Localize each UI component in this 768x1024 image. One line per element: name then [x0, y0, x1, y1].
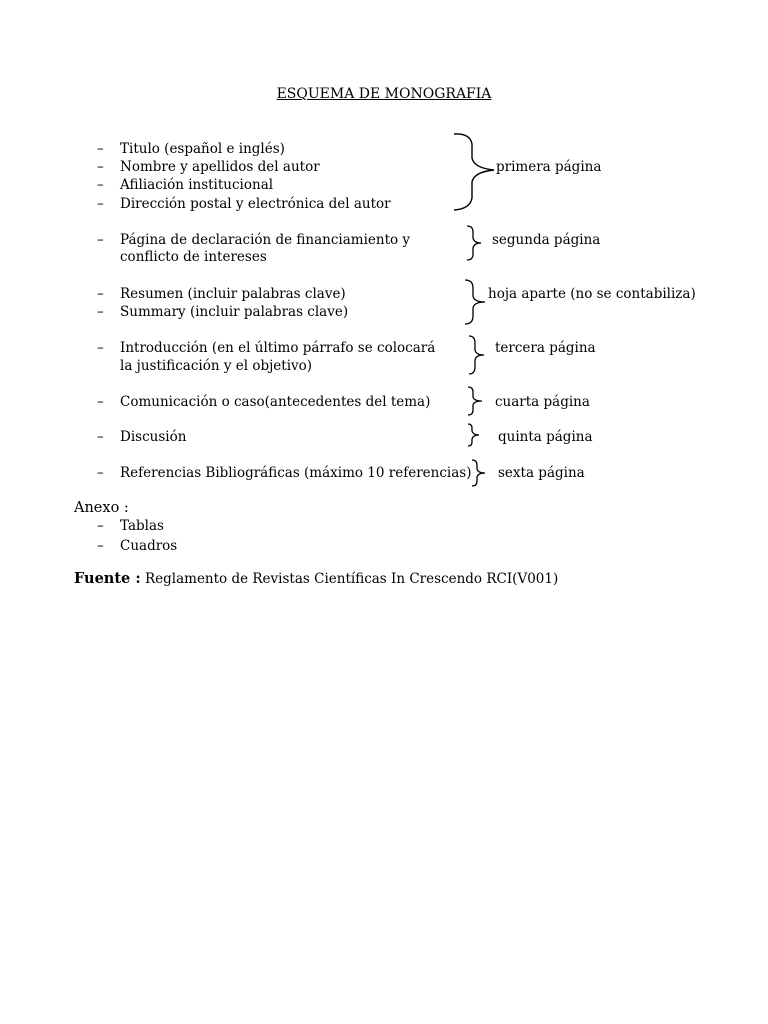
dash-bullet: – [97, 232, 104, 248]
page-note: sexta página [498, 465, 585, 481]
list-item-text: Afiliación institucional [120, 177, 274, 193]
page-note: cuarta página [495, 394, 590, 410]
list-item-text: Página de declaración de financiamiento y [120, 232, 411, 248]
source-line [74, 570, 558, 588]
dash-bullet: – [97, 465, 104, 481]
dash-bullet: – [97, 340, 104, 356]
list-item-text: Summary (incluir palabras clave) [120, 304, 349, 320]
list-item-text: la justificación y el objetivo) [120, 358, 313, 374]
page-note: primera página [496, 159, 602, 175]
list-item-text: conflicto de intereses [120, 249, 267, 265]
page-note: hoja aparte (no se contabiliza) [488, 286, 696, 302]
curly-brace-icon [465, 385, 487, 417]
dash-bullet: – [97, 177, 104, 193]
curly-brace-icon [462, 278, 488, 326]
dash-bullet: – [97, 196, 104, 212]
curly-brace-icon [450, 132, 498, 212]
list-item-text: Titulo (español e inglés) [120, 141, 285, 157]
list-item-text: Discusión [120, 429, 187, 445]
list-item-text: Tablas [120, 518, 164, 534]
curly-brace-icon [465, 422, 485, 448]
page-note: quinta página [498, 429, 593, 445]
dash-bullet: – [97, 141, 104, 157]
dash-bullet: – [97, 159, 104, 175]
dash-bullet: – [97, 286, 104, 302]
dash-bullet: – [97, 304, 104, 320]
dash-bullet: – [97, 429, 104, 445]
dash-bullet: – [97, 538, 104, 554]
page-note: segunda página [492, 232, 601, 248]
list-item-text: Introducción (en el último párrafo se colocará [120, 340, 436, 356]
page-note: tercera página [495, 340, 596, 356]
page-title: ESQUEMA DE MONOGRAFIA [276, 86, 492, 102]
curly-brace-icon [469, 458, 489, 488]
dash-bullet: – [97, 518, 104, 534]
anexo-heading: Anexo : [74, 500, 129, 516]
dash-bullet: – [97, 394, 104, 410]
list-item-text: Nombre y apellidos del autor [120, 159, 320, 175]
list-item-text: Comunicación o caso(antecedentes del tema) [120, 394, 431, 410]
list-item-text: Resumen (incluir palabras clave) [120, 286, 346, 302]
source-text: Reglamento de Revistas Científicas In Crescendo RCI(V001) [144, 571, 559, 587]
source-label: Fuente : [74, 570, 141, 587]
curly-brace-icon [464, 224, 484, 262]
curly-brace-icon [466, 334, 488, 376]
list-item-text: Referencias Bibliográficas (máximo 10 referencias) [120, 465, 472, 481]
list-item-text: Dirección postal y electrónica del autor [120, 196, 391, 212]
list-item-text: Cuadros [120, 538, 178, 554]
